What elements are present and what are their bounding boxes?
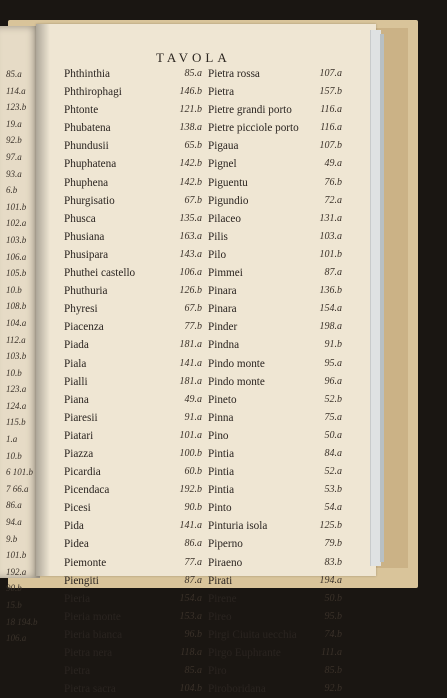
index-entry [208, 174, 346, 192]
entry-reference: 143.a [179, 248, 202, 260]
entry-reference: 181.a [179, 375, 202, 387]
index-entry [208, 101, 346, 119]
entry-reference: 52.b [324, 393, 342, 405]
entry-name: Pindna [208, 339, 240, 352]
entry-name: Picendaca [64, 484, 110, 497]
index-entry [208, 318, 346, 336]
entry-reference: 49.a [324, 158, 342, 170]
entry-reference: 126.b [179, 285, 202, 297]
entry-reference: 84.a [324, 447, 342, 459]
entry-name: Phthirophagi [64, 86, 122, 99]
index-entry [208, 608, 346, 626]
entry-reference: 107.b [319, 140, 342, 152]
entry-name: Pindo monte [208, 357, 265, 370]
index-entry [208, 554, 346, 572]
entry-name: Pilaceo [208, 212, 241, 225]
index-entry [64, 391, 202, 409]
index-entry [208, 119, 346, 137]
index-entry [64, 517, 202, 535]
entry-name: Pietra sacra [64, 683, 116, 696]
index-entry [208, 535, 346, 553]
entry-name: Piaresii [64, 411, 98, 424]
facing-page-ref: 15.b [6, 600, 22, 610]
entry-name: Pietra rossa [208, 68, 260, 80]
index-entry [64, 264, 202, 282]
index-entry [208, 427, 346, 445]
facing-page-ref: 94.a [6, 517, 22, 528]
entry-reference: 79.b [324, 538, 342, 550]
entry-name: Piazza [64, 447, 94, 460]
entry-name: Pialli [64, 375, 88, 388]
entry-reference: 75.a [324, 411, 342, 423]
index-entry [64, 608, 202, 626]
entry-reference: 91.a [184, 411, 202, 423]
facing-page-ref: 6 101.b [6, 467, 33, 478]
entry-name: Phubatena [64, 122, 111, 135]
entry-name: Piana [64, 393, 89, 406]
facing-page-ref: 92.b [6, 135, 22, 146]
index-column-right [208, 65, 346, 698]
entry-reference: 50.b [324, 592, 342, 604]
entry-reference: 103.a [319, 230, 342, 242]
entry-name: Phundusii [64, 140, 109, 153]
entry-reference: 104.b [179, 683, 202, 695]
entry-name: Piemonte [64, 556, 107, 569]
facing-page-ref: 93.a [6, 168, 22, 179]
index-entry [64, 192, 202, 210]
index-entry [64, 662, 202, 680]
entry-name: Phuphena [64, 176, 109, 189]
index-entry [64, 137, 202, 155]
entry-reference: 96.a [324, 375, 342, 387]
facing-page-ref: 115.b [6, 417, 26, 428]
facing-page-ref: 102.a [6, 218, 27, 229]
entry-name: Phuthei castello [64, 267, 136, 280]
entry-reference: 85.a [184, 665, 202, 677]
index-entry [64, 246, 202, 264]
index-entry [64, 282, 202, 300]
index-entry [208, 300, 346, 318]
facing-page-ref: 106.a [6, 251, 27, 262]
index-entry [208, 192, 346, 210]
index-entry [64, 65, 202, 83]
entry-reference: 154.a [179, 592, 202, 604]
entry-name: Picardia [64, 466, 101, 479]
entry-name: Piengiti [64, 574, 99, 587]
entry-reference: 135.a [179, 212, 202, 224]
index-entry [208, 409, 346, 427]
entry-name: Piada [64, 339, 89, 352]
index-entry [208, 137, 346, 155]
index-entry [64, 101, 202, 119]
index-entry [208, 644, 346, 662]
entry-name: Phuphatena [64, 158, 117, 171]
entry-name: Pinto [208, 502, 232, 515]
entry-reference: 50.a [324, 429, 342, 441]
entry-name: Pirgi Ciuita uecchia [208, 628, 297, 641]
index-column-left [64, 65, 202, 698]
entry-reference: 87.a [184, 574, 202, 586]
index-entry [208, 626, 346, 644]
entry-name: Pidea [64, 538, 89, 551]
facing-page-ref: 105.b [6, 268, 27, 279]
entry-reference: 101.a [179, 429, 202, 441]
entry-reference: 153.a [179, 610, 202, 622]
entry-reference: 107.a [319, 68, 342, 79]
index-entry [64, 427, 202, 445]
entry-name: Piguentu [208, 176, 248, 189]
entry-name: Pigaua [208, 140, 239, 153]
entry-reference: 116.a [320, 104, 342, 116]
index-entry [208, 355, 346, 373]
facing-page-ref: 18 194.b [6, 616, 38, 627]
entry-name: Pinder [208, 321, 238, 334]
entry-name: Pietre grandi porto [208, 104, 292, 117]
entry-reference: 92.b [324, 683, 342, 695]
index-entry [208, 336, 346, 354]
entry-name: Pigundio [208, 194, 249, 207]
index-entry [64, 318, 202, 336]
entry-name: Piperno [208, 538, 243, 551]
entry-name: Piacenza [64, 321, 104, 334]
entry-reference: 131.a [319, 212, 342, 224]
entry-name: Pimmei [208, 267, 243, 280]
facing-page-ref: 114.a [6, 85, 26, 96]
entry-name: Pieria monte [64, 610, 121, 623]
facing-page-ref: 85.a [6, 69, 22, 79]
entry-reference: 118.a [180, 647, 202, 658]
entry-reference: 49.a [184, 393, 202, 405]
index-entry [64, 300, 202, 318]
entry-reference: 163.a [179, 230, 202, 242]
entry-name: Pietra [64, 665, 91, 678]
entry-reference: 53.b [324, 484, 342, 496]
facing-page-ref: 10.b [6, 284, 22, 295]
index-entry [208, 228, 346, 246]
entry-reference: 100.b [179, 447, 202, 459]
index-entry [208, 572, 346, 590]
entry-reference: 67.b [184, 194, 202, 206]
entry-name: Pida [64, 520, 84, 533]
entry-name: Pineto [208, 393, 237, 406]
entry-reference: 142.b [179, 176, 202, 188]
entry-name: Phuthuria [64, 285, 108, 298]
facing-page-ref: 103.b [6, 351, 27, 362]
index-entry [64, 644, 202, 662]
entry-name: Piala [64, 357, 87, 370]
index-entry [64, 83, 202, 101]
index-entry [64, 590, 202, 608]
facing-page-ref: 10.b [6, 367, 22, 378]
index-entry [64, 409, 202, 427]
entry-name: Piroboridana [208, 683, 266, 696]
entry-name: Pintia [208, 466, 235, 479]
entry-name: Pinna [208, 411, 234, 424]
index-entry [208, 155, 346, 173]
index-entry [64, 174, 202, 192]
entry-name: Pietra [208, 86, 235, 99]
entry-reference: 67.b [184, 303, 202, 315]
entry-reference: 142.b [179, 158, 202, 170]
facing-page [0, 26, 40, 644]
entry-reference: 85.a [184, 68, 202, 79]
entry-reference: 106.a [179, 267, 202, 279]
entry-name: Pirene [208, 592, 237, 605]
entry-name: Phurgisatio [64, 194, 115, 207]
index-entry [208, 590, 346, 608]
entry-reference: 83.b [324, 556, 342, 568]
entry-reference: 95.b [324, 610, 342, 622]
index-entry [64, 210, 202, 228]
entry-name: Pilis [208, 230, 228, 243]
entry-reference: 77.b [184, 321, 202, 333]
entry-name: Pilo [208, 248, 227, 261]
entry-name: Pieria [64, 592, 91, 605]
entry-reference: 138.a [179, 122, 202, 134]
index-entry [208, 662, 346, 680]
entry-name: Phusiana [64, 230, 105, 243]
index-entry [64, 680, 202, 698]
entry-name: Piro [208, 665, 227, 678]
index-entry [208, 210, 346, 228]
entry-reference: 87.a [324, 267, 342, 279]
entry-reference: 198.a [319, 321, 342, 333]
entry-name: Phusca [64, 212, 96, 225]
entry-name: Phthinthia [64, 68, 110, 80]
entry-reference: 76.b [324, 176, 342, 188]
facing-page-ref: 112.a [6, 334, 26, 345]
entry-name: Pindo monte [208, 375, 265, 388]
entry-name: Piatari [64, 429, 94, 442]
index-entry [208, 463, 346, 481]
entry-reference: 74.b [324, 628, 342, 640]
entry-name: Piraeno [208, 556, 243, 569]
index-entry [64, 355, 202, 373]
facing-page-ref: 6.b [6, 185, 18, 196]
index-entry [208, 373, 346, 391]
facing-page-refs [6, 66, 38, 647]
facing-page-ref: 1.a [6, 434, 18, 445]
entry-reference: 181.a [179, 339, 202, 351]
facing-page-ref: 192.a [6, 566, 27, 577]
entry-reference: 52.a [324, 466, 342, 478]
entry-reference: 60.b [184, 466, 202, 478]
index-entry [208, 680, 346, 698]
entry-reference: 194.a [319, 574, 342, 586]
entry-name: Pietra nera [64, 647, 113, 659]
entry-reference: 192.b [179, 484, 202, 496]
index-entry [64, 626, 202, 644]
entry-reference: 121.b [179, 104, 202, 116]
index-entry [64, 155, 202, 173]
entry-name: Phtonte [64, 104, 99, 117]
facing-page-ref: 19.a [6, 118, 22, 129]
facing-page-ref: 101.b [6, 201, 27, 212]
entry-reference: 146.b [179, 86, 202, 98]
index-entry [208, 391, 346, 409]
facing-page-ref: 10.b [6, 450, 22, 461]
entry-reference: 96.b [184, 628, 202, 640]
index-entry [208, 264, 346, 282]
facing-page-ref: 97.a [6, 151, 22, 162]
entry-name: Pinturia isola [208, 520, 268, 533]
entry-reference: 111.a [320, 647, 342, 658]
entry-reference: 91.b [324, 339, 342, 351]
index-entry [208, 246, 346, 264]
facing-page-ref: 86.a [6, 500, 22, 511]
entry-name: Phyresi [64, 303, 98, 316]
entry-name: Phusipara [64, 248, 109, 261]
entry-reference: 72.a [324, 194, 342, 206]
page-gutter [36, 24, 50, 576]
facing-page-ref: 124.a [6, 400, 27, 411]
entry-reference: 141.a [179, 520, 202, 532]
index-entry [64, 554, 202, 572]
entry-reference: 95.a [324, 357, 342, 369]
index-entry [208, 481, 346, 499]
entry-reference: 141.a [179, 357, 202, 369]
facing-page-ref: 7 66.a [6, 483, 29, 494]
entry-reference: 85.b [324, 665, 342, 677]
entry-reference: 125.b [319, 520, 342, 532]
entry-reference: 86.a [184, 538, 202, 550]
page-header: TAVOLA [156, 50, 231, 65]
entry-reference: 154.a [319, 303, 342, 315]
index-entry [64, 572, 202, 590]
entry-name: Picesi [64, 502, 91, 515]
entry-name: Pintia [208, 484, 235, 497]
entry-name: Pinara [208, 303, 237, 316]
index-entry [208, 282, 346, 300]
index-entry [208, 445, 346, 463]
facing-page-ref: 103.b [6, 234, 27, 245]
entry-reference: 157.b [319, 86, 342, 98]
index-entry [64, 119, 202, 137]
index-entry [64, 499, 202, 517]
index-entry [64, 373, 202, 391]
entry-reference: 101.b [319, 248, 342, 260]
index-entry [64, 228, 202, 246]
facing-page-ref: 90.b [6, 583, 22, 594]
entry-name: Pireo [208, 610, 232, 623]
facing-page-ref: 123.a [6, 384, 27, 395]
index-entry [208, 517, 346, 535]
facing-page-ref: 123.b [6, 102, 27, 113]
entry-reference: 54.a [324, 502, 342, 514]
entry-name: Pirgo Euphrante [208, 647, 281, 659]
entry-name: Pietre picciole porto [208, 122, 299, 135]
entry-name: Pino [208, 429, 229, 442]
facing-page-ref: 101.b [6, 550, 27, 561]
entry-reference: 136.b [319, 285, 342, 297]
index-entry [64, 445, 202, 463]
index-entry [208, 499, 346, 517]
entry-reference: 116.a [320, 122, 342, 134]
entry-name: Pintia [208, 447, 235, 460]
entry-reference: 77.a [184, 556, 202, 568]
facing-page-ref: 106.a [6, 633, 27, 644]
page-edge-shadow [380, 34, 384, 562]
facing-page-ref: 104.a [6, 317, 27, 328]
facing-page-ref: 9.b [6, 533, 18, 544]
index-entry [64, 463, 202, 481]
index-entry [208, 65, 346, 83]
index-entry [64, 535, 202, 553]
entry-name: Pirati [208, 574, 233, 587]
facing-page-ref: 108.b [6, 301, 27, 312]
entry-name: Pignel [208, 158, 237, 171]
entry-reference: 65.b [184, 140, 202, 152]
index-entry [64, 481, 202, 499]
entry-name: Pinara [208, 285, 237, 298]
entry-name: Pieria bianca [64, 628, 123, 641]
index-entry [208, 83, 346, 101]
entry-reference: 90.b [184, 502, 202, 514]
index-entry [64, 336, 202, 354]
